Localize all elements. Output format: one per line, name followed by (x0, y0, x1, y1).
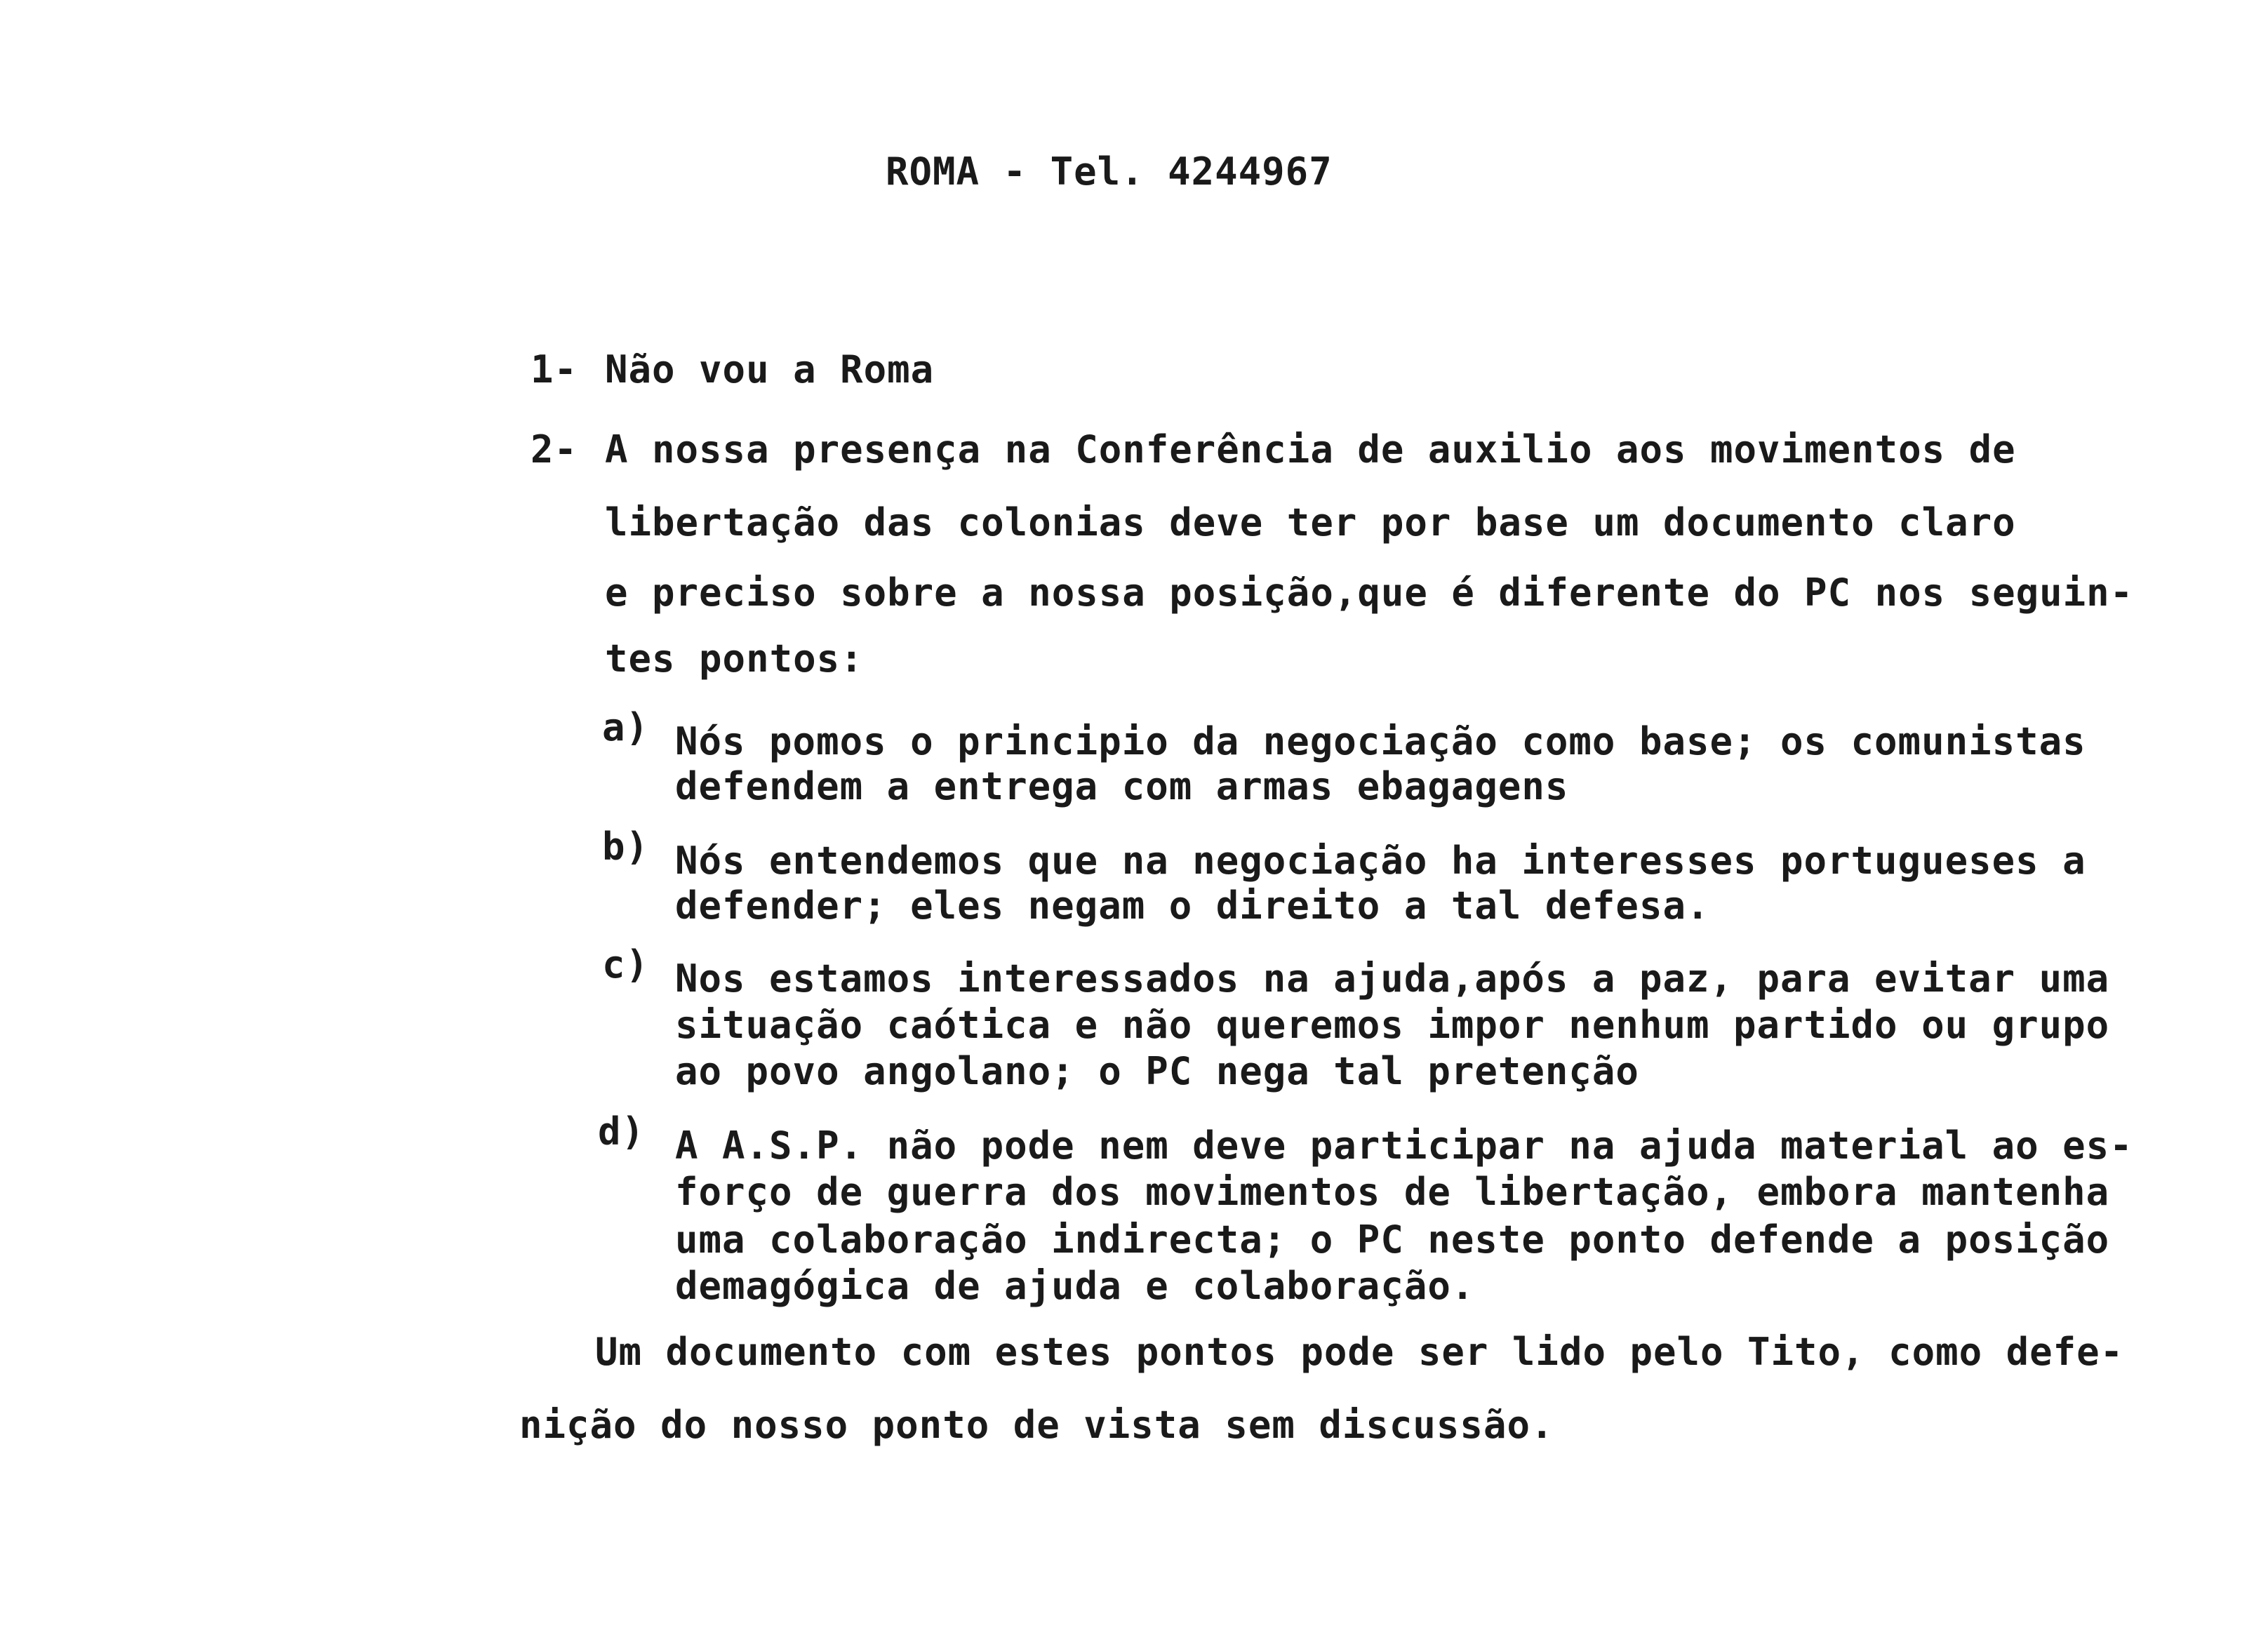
closing-paragraph-line: Um documento com estes pontos pode ser lido pelo Tito, como defe- (595, 1330, 2124, 1374)
item-2-line: tes pontos: (605, 636, 864, 681)
subitem-b-line: defender; eles negam o direito a tal defesa. (675, 883, 1710, 928)
subitem-d-line: demagógica de ajuda e colaboração. (675, 1264, 1475, 1308)
item-2-line: e preciso sobre a nossa posição,que é diferente do PC nos seguin- (605, 571, 2134, 615)
subitem-d-line: A A.S.P. não pode nem deve participar na ajuda material ao es- (675, 1123, 2133, 1168)
subitem-c-label: c) (602, 942, 650, 987)
subitem-a-line: Nós pomos o principio da negociação como base; os comunistas (675, 719, 2086, 763)
subitem-a-line: defendem a entrega com armas ebagagens (675, 764, 1569, 808)
closing-paragraph-line: nição do nosso ponto de vista sem discussão. (519, 1403, 1554, 1447)
item-1-text: Não vou a Roma (605, 347, 935, 392)
subitem-d-line: uma colaboração indirecta; o PC neste ponto defende a posição (675, 1217, 2110, 1262)
item-2-number: 2- (531, 427, 578, 472)
subitem-d-label: d) (598, 1109, 646, 1154)
subitem-b-label: b) (602, 825, 650, 869)
subitem-c-line: ao povo angolano; o PC nega tal pretenção (675, 1049, 1639, 1093)
subitem-c-line: Nos estamos interessados na ajuda,após a paz, para evitar uma (675, 956, 2110, 1001)
subitem-c-line: situação caótica e não queremos impor nenhum partido ou grupo (675, 1003, 2110, 1047)
item-2-line: A nossa presença na Conferência de auxilio aos movimentos de (605, 427, 2016, 472)
subitem-a-label: a) (602, 705, 650, 749)
item-1-number: 1- (531, 347, 578, 392)
item-2-line: libertação das colonias deve ter por base um documento claro (605, 500, 2016, 545)
subitem-d-line: forço de guerra dos movimentos de libertação, embora mantenha (675, 1170, 2110, 1214)
subitem-b-line: Nós entendemos que na negociação ha interesses portugueses a (675, 839, 2086, 883)
document-title: ROMA - Tel. 4244967 (886, 149, 1333, 194)
